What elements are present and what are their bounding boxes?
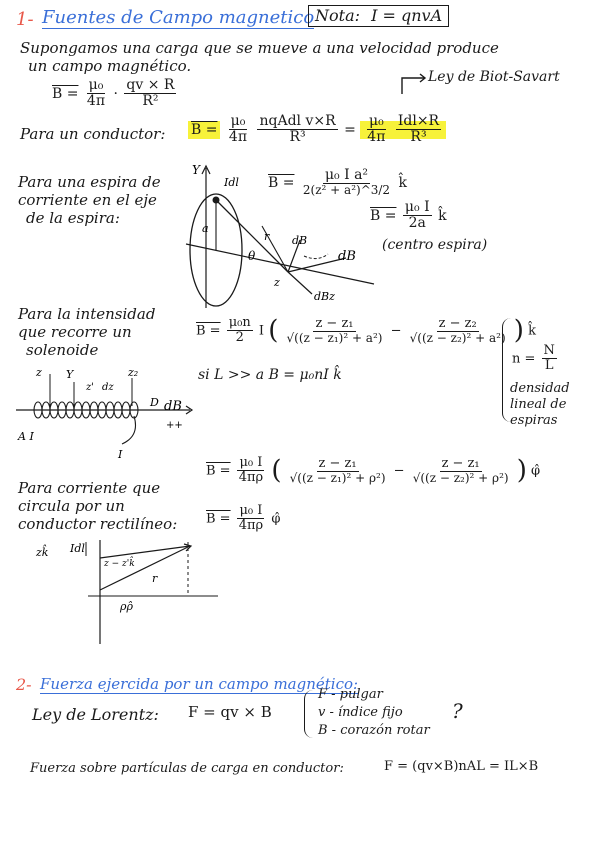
fig-ai-label: A I [18, 430, 34, 443]
fig-db-label: dB [292, 234, 308, 247]
numerator: μ₀ I [239, 455, 263, 470]
term2-denominator: √((z − z₂)² + a²) [409, 330, 506, 345]
fig-d-label: D [150, 396, 159, 409]
b-lhs: B = [206, 511, 231, 527]
fig-idl-label: Idl [224, 176, 239, 189]
b-lhs: B = [191, 121, 218, 138]
denominator: L [544, 358, 554, 374]
term1-denominator: √((z − z₁)² + a²) [286, 330, 383, 345]
n-desc-2: lineal de [510, 397, 567, 412]
lorentz-label: Ley de Lorentz: [32, 705, 159, 724]
term1-numerator: z − z₁ [315, 315, 354, 331]
idl-cross-r-term [396, 114, 441, 146]
fig-dz-label: dz [102, 382, 114, 393]
numerator: μ₀ I [239, 503, 263, 518]
dot: · [113, 85, 118, 102]
mu-n-over-2 [227, 316, 253, 346]
n-desc-3: espiras [510, 413, 558, 428]
mu-i-over-4pi-rho [237, 456, 265, 486]
term1-denominator: √((z − z₁)² + ρ²) [289, 470, 386, 485]
solenoide-label-2: que recorre un [18, 323, 132, 341]
term2-denominator: √((z − z₂)² + ρ²) [412, 470, 509, 485]
term1-numerator: z − z₁ [318, 455, 357, 471]
b-lhs: B = [370, 207, 397, 224]
term1 [284, 317, 384, 345]
b-lhs: B = [196, 323, 221, 339]
fig-db-main-label: dB [338, 249, 356, 264]
fig-z2-label: z₂ [128, 366, 139, 379]
numerator-2: Idl×R [397, 113, 440, 129]
biot-savart-point-formula [52, 78, 178, 110]
fig-y-label: Y [192, 163, 200, 177]
solenoide-formula [196, 316, 536, 346]
denominator: R² [142, 93, 159, 110]
fig-idl-label: Idl [70, 542, 85, 555]
solenoide-label-3: solenoide [26, 341, 99, 359]
b-lhs: B = [52, 85, 79, 102]
mu-over-4pi [85, 78, 107, 110]
lead-wire [122, 416, 136, 444]
fig-a-label: a [202, 222, 209, 235]
numerator: μ₀ I a² [324, 167, 369, 183]
four-pi-2: 4π [367, 129, 386, 146]
four-pi: 4π [86, 93, 106, 110]
current-i: I [258, 323, 265, 339]
qv-cross-r-over-r2 [124, 78, 176, 110]
denominator: R³ [289, 129, 306, 146]
denominator: 2(z² + a²)^3/2 [302, 183, 391, 198]
rectilineo-label-2: circula por un [18, 497, 125, 515]
denominator: 2 [235, 330, 244, 346]
rectilineo-label-1: Para corriente que [18, 479, 161, 497]
equals: = [344, 121, 356, 138]
fig-z-label: z [274, 276, 280, 289]
fig-theta-label: θ [248, 249, 256, 263]
fig-r-label: r [152, 572, 158, 585]
dbz-vector [288, 272, 312, 294]
mu-over-4pi-2 [365, 114, 387, 146]
numerator: μ₀ I [404, 199, 430, 215]
fig-plus-label: ++ [166, 420, 183, 431]
fig-rho-label: ρρ̂ [120, 600, 133, 613]
y-axis [202, 166, 210, 308]
n-desc-1: densidad [510, 381, 570, 396]
open-paren: ( [271, 455, 282, 486]
fig-zprime-label: z' [86, 382, 95, 393]
close-paren: ) [513, 315, 524, 346]
b-lhs: B = [206, 463, 231, 479]
term2-numerator: z − z₁ [441, 455, 480, 471]
nqadl-term [257, 114, 337, 146]
straight-conductor-diagram [30, 536, 220, 646]
rectilineo-formula [206, 456, 540, 486]
n-fraction [542, 344, 557, 374]
mu0: μ₀ [88, 77, 104, 93]
fig-db-label: dB [164, 399, 182, 414]
denominator-2: R³ [410, 129, 427, 146]
fig-z-label: z [36, 366, 42, 379]
rectilineo-label-3: conductor rectilíneo: [18, 515, 178, 533]
espira-fraction [301, 168, 392, 198]
intro-line-2: un campo magnético. [28, 57, 192, 75]
conductor-formula [188, 114, 446, 146]
espira-formula [268, 168, 407, 198]
fig-i-label: I [118, 448, 123, 461]
n-lhs: n = [512, 351, 536, 367]
open-paren: ( [268, 315, 279, 346]
espira-center-formula [370, 200, 447, 232]
phi-hat: φ̂ [531, 463, 541, 479]
espira-label-3: de la espira: [26, 209, 120, 227]
conductor-force-formula: F = (qv×B)nAL = IL×B [384, 759, 539, 774]
four-pi: 4π [228, 129, 248, 146]
espira-label-1: Para una espira de [18, 173, 161, 191]
biot-savart-label: Ley de Biot-Savart [428, 69, 560, 85]
close-paren: ) [516, 455, 527, 486]
conductor-label: Para un conductor: [20, 125, 166, 143]
intro-line-1: Supongamos una carga que se mueve a una velocidad produce [20, 39, 499, 57]
solenoide-approx: si L >> a B = μ₀nI k̂ [198, 367, 342, 383]
lorentz-bracket [304, 690, 313, 738]
rule-item-1: F - pulgar [318, 687, 383, 702]
angle-arc [304, 254, 328, 259]
k-hat: k̂ [398, 174, 408, 191]
k-hat: k̂ [438, 207, 447, 224]
section2-title: Fuerza ejercida por un campo magnético: [40, 675, 359, 693]
rule-question: ? [452, 699, 463, 723]
centro-espira-note: (centro espira) [382, 237, 488, 253]
numerator: nqAdl v×R [259, 113, 336, 129]
b-lhs: B = [268, 174, 295, 191]
denominator: 4πρ [238, 518, 264, 534]
term2-numerator: z − z₂ [438, 315, 477, 331]
denominator: 2a [408, 215, 426, 232]
section2-number: 2- [16, 675, 32, 694]
rectilineo-formula-2 [206, 504, 280, 534]
b2-fraction [237, 504, 265, 534]
numerator: μ₀n [228, 315, 251, 330]
term1 [288, 457, 388, 485]
term2 [411, 457, 511, 485]
fig-zk2-label: z − z'k̂ [104, 559, 135, 569]
center-fraction [403, 200, 432, 232]
espira-label-2: corriente en el eje [18, 191, 157, 209]
b-lhs-highlight [188, 121, 220, 139]
minus: − [393, 463, 405, 479]
arrow-to-biot-savart-icon [398, 72, 428, 96]
note-formula: I = qnvA [371, 6, 443, 25]
mu0-2: μ₀ [368, 113, 384, 129]
term2 [408, 317, 508, 345]
rule-item-3: B - corazón rotar [318, 723, 430, 738]
fig-zk-label: zk̂ [36, 546, 49, 559]
k-hat: k̂ [528, 323, 536, 339]
rule-item-2: v - índice fijo [318, 705, 403, 720]
numerator: qv × R [126, 77, 175, 93]
note-box [308, 5, 449, 27]
n-definition [512, 344, 559, 374]
section-number: 1- [16, 9, 34, 30]
conductor-force-label: Fuerza sobre partículas de carga en conductor: [30, 761, 344, 776]
denominator: 4πρ [238, 470, 264, 486]
fig-r-label: r [264, 230, 270, 243]
fig-dbz-label: dBz [314, 290, 335, 303]
solenoide-label-1: Para la intensidad [18, 305, 156, 323]
mu-over-4pi [227, 114, 249, 146]
lorentz-formula: F = qv × B [188, 703, 272, 721]
highlighted-result [360, 113, 446, 146]
fig-y-label: Y [66, 368, 74, 381]
mu0: μ₀ [230, 113, 246, 129]
current-element [213, 197, 220, 204]
phi-hat: φ̂ [271, 511, 281, 527]
solenoid-diagram [14, 366, 194, 466]
numerator: N [543, 343, 555, 358]
note-label: Nota: [315, 6, 360, 25]
section-title: Fuentes de Campo magnetico [42, 7, 315, 28]
minus: − [390, 323, 402, 339]
